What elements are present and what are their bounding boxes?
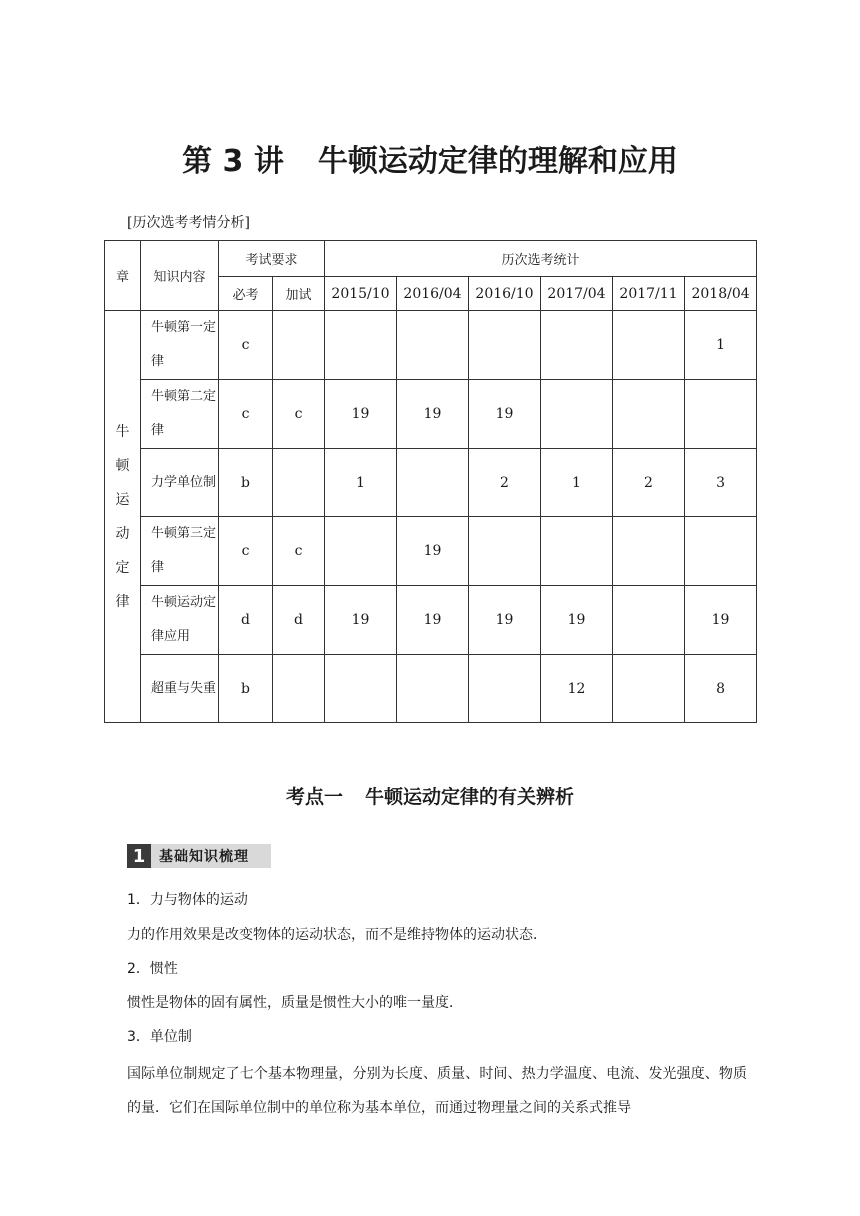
chapter-cell (105, 311, 141, 723)
stat-cell: 19 (397, 517, 469, 586)
item-paragraph: 惯性是物体的固有属性，质量是惯性大小的唯一量度． (127, 995, 463, 1011)
topic-cell: 牛顿第一定律 (141, 311, 219, 380)
topic-cell: 牛顿第三定律 (141, 517, 219, 586)
stat-cell (397, 311, 469, 380)
table-row (105, 517, 757, 586)
header-date: 2017/11 (613, 277, 685, 311)
stat-cell (541, 517, 613, 586)
stat-cell (469, 311, 541, 380)
header-requirements: 考试要求 (219, 241, 325, 277)
stat-cell: 19 (469, 586, 541, 655)
chapter-char: 运 (115, 491, 130, 508)
analysis-label: [历次选考考情分析] (127, 215, 250, 231)
requirement-cell: b (219, 655, 273, 723)
header-history: 历次选考统计 (325, 241, 757, 277)
stat-cell (397, 655, 469, 723)
stat-cell (613, 517, 685, 586)
requirement-cell: c (273, 380, 325, 449)
section-heading (0, 782, 860, 809)
stat-cell (325, 517, 397, 586)
stat-cell (325, 311, 397, 380)
topic-cell: 牛顿第二定律 (141, 380, 219, 449)
stat-cell: 19 (541, 586, 613, 655)
stat-cell (613, 586, 685, 655)
banner-label: 基础知识梳理 (159, 849, 249, 865)
table-row (105, 311, 757, 380)
header-date: 2016/04 (397, 277, 469, 311)
stat-cell: 8 (685, 655, 757, 723)
lecture-title (0, 136, 860, 180)
topic-cell: 超重与失重 (141, 655, 219, 723)
stat-cell: 2 (469, 449, 541, 517)
stat-cell: 1 (325, 449, 397, 517)
item-heading: 2．惯性 (127, 961, 178, 977)
header-topic: 知识内容 (141, 241, 219, 311)
stat-cell: 19 (397, 380, 469, 449)
stat-cell (469, 655, 541, 723)
requirement-cell (273, 449, 325, 517)
item-paragraph: 力的作用效果是改变物体的运动状态，而不是维持物体的运动状态． (127, 927, 547, 943)
requirement-cell: c (219, 517, 273, 586)
stat-cell: 3 (685, 449, 757, 517)
stat-cell (397, 449, 469, 517)
section-name: 牛顿运动定律的有关辨析 (365, 786, 575, 808)
stat-cell (685, 380, 757, 449)
stat-cell (685, 517, 757, 586)
chapter-char: 动 (115, 525, 130, 542)
stat-cell (469, 517, 541, 586)
table-row (105, 655, 757, 723)
section-number: 考点一 (285, 786, 343, 808)
requirement-cell: d (219, 586, 273, 655)
item-heading: 3．单位制 (127, 1029, 192, 1045)
lecture-name: 牛顿运动定律的理解和应用 (317, 144, 678, 179)
stat-cell (613, 380, 685, 449)
stat-cell: 1 (541, 449, 613, 517)
item-paragraph: 国际单位制规定了七个基本物理量，分别为长度、质量、时间、热力学温度、电流、发光强度、物质的量．它们在国际单位制中的单位称为基本单位，而通过物理量之间的关系式推导 (127, 1066, 747, 1116)
stat-cell: 19 (397, 586, 469, 655)
stat-cell: 1 (685, 311, 757, 380)
header-row (105, 241, 757, 277)
item-heading: 1．力与物体的运动 (127, 892, 248, 908)
stat-cell (613, 311, 685, 380)
topic-cell: 力学单位制 (141, 449, 219, 517)
chapter-char: 律 (115, 593, 130, 610)
requirement-cell: c (219, 311, 273, 380)
chapter-char: 牛 (115, 423, 130, 440)
chapter-char: 定 (115, 559, 130, 576)
header-req: 必考 (219, 277, 273, 311)
stat-cell: 19 (325, 380, 397, 449)
stat-cell: 19 (469, 380, 541, 449)
exam-statistics-table (104, 240, 757, 723)
requirement-cell (273, 311, 325, 380)
topic-cell: 牛顿运动定律应用 (141, 586, 219, 655)
table-row (105, 449, 757, 517)
header-date: 2015/10 (325, 277, 397, 311)
header-date: 2018/04 (685, 277, 757, 311)
header-date: 2017/04 (541, 277, 613, 311)
stat-cell: 19 (685, 586, 757, 655)
table-row (105, 380, 757, 449)
knowledge-banner (127, 844, 271, 868)
header-date: 2016/10 (469, 277, 541, 311)
lecture-number: 第 3 讲 (182, 144, 284, 179)
stat-cell (541, 380, 613, 449)
header-chapter: 章 (105, 241, 141, 311)
stat-cell (325, 655, 397, 723)
requirement-cell: d (273, 586, 325, 655)
requirement-cell: c (219, 380, 273, 449)
stat-cell: 19 (325, 586, 397, 655)
banner-number: 1 (127, 844, 151, 868)
requirement-cell: b (219, 449, 273, 517)
requirement-cell: c (273, 517, 325, 586)
chapter-char: 顿 (115, 457, 130, 474)
table-row (105, 586, 757, 655)
stat-cell: 12 (541, 655, 613, 723)
stat-cell (541, 311, 613, 380)
header-req: 加试 (273, 277, 325, 311)
requirement-cell (273, 655, 325, 723)
stat-cell (613, 655, 685, 723)
stat-cell: 2 (613, 449, 685, 517)
